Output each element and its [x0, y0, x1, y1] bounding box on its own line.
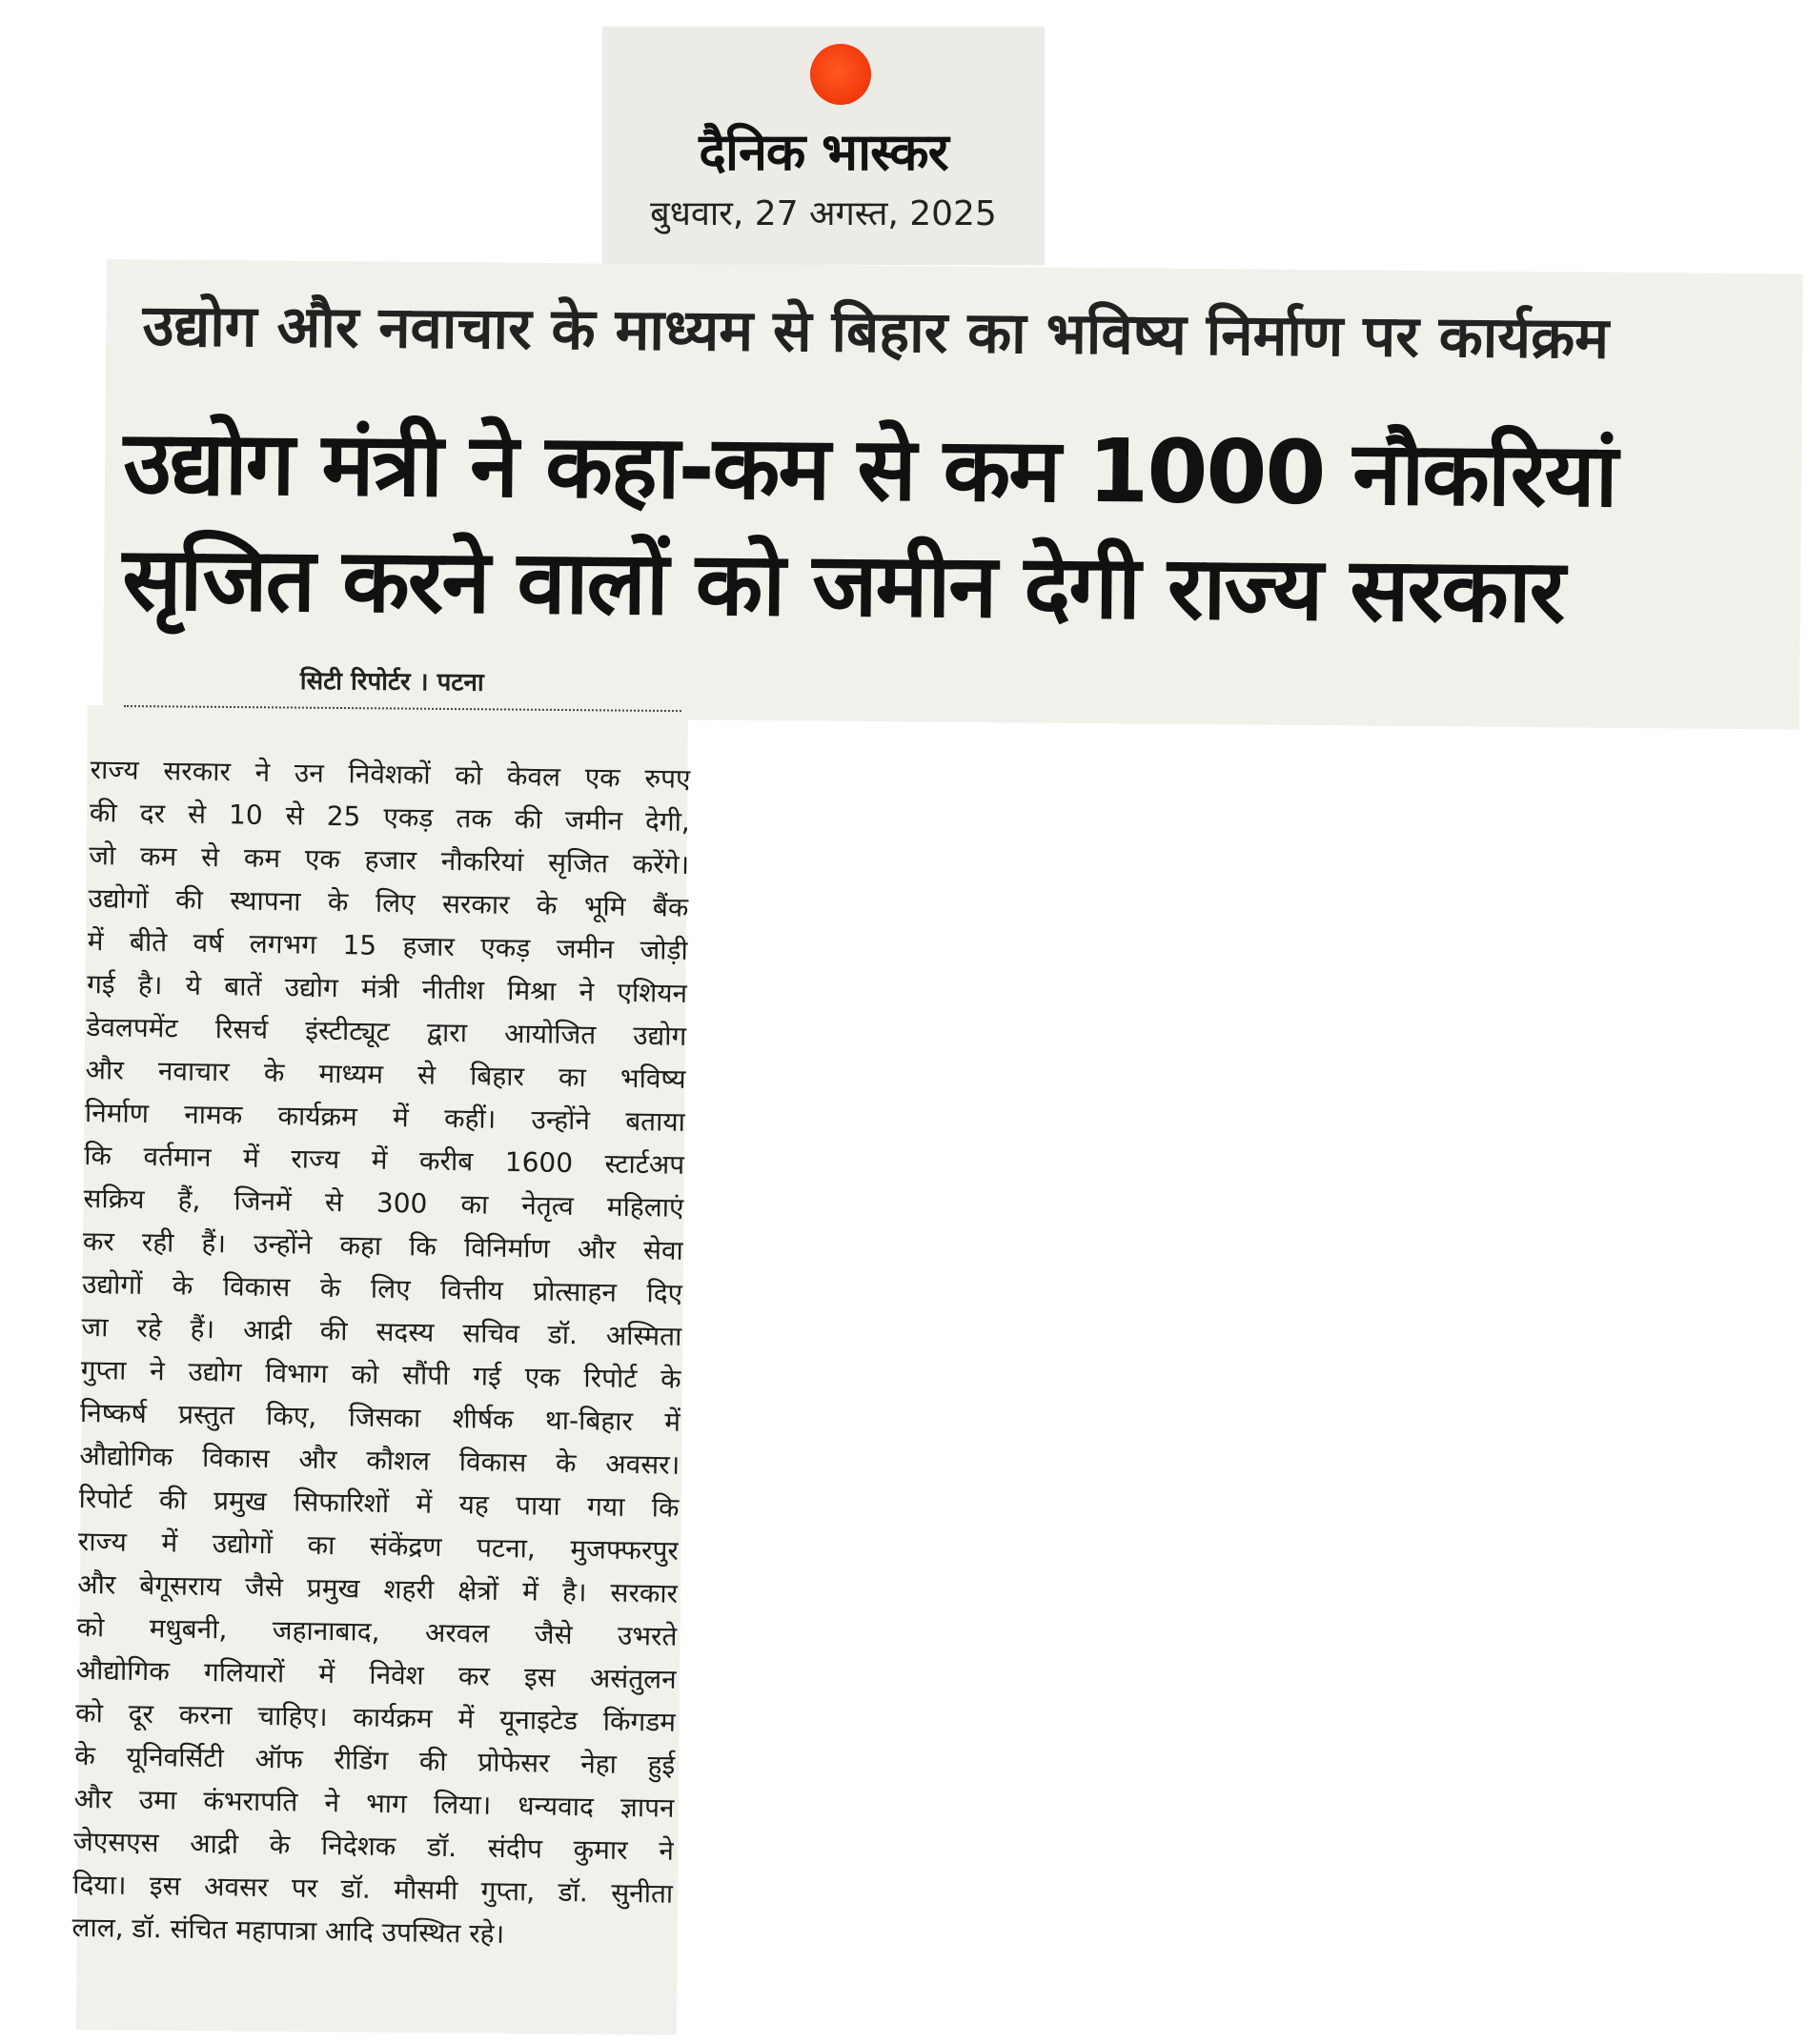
body-line: निर्माण नामक कार्यक्रम में कहीं। उन्होंने बताया [84, 1096, 686, 1138]
body-line: के यूनिवर्सिटी ऑफ रीडिंग की प्रोफेसर नेहा हुई [74, 1739, 676, 1781]
body-line: राज्य में उद्योगों का संकेंद्रण पटना, मुजफ्फरपुर [77, 1525, 680, 1567]
body-line: और बेगूसराय जैसे प्रमुख शहरी क्षेत्रों में है। सरकार [76, 1568, 679, 1609]
body-line: जेएसएस आद्री के निदेशक डॉ. संदीप कुमार ने [72, 1825, 675, 1867]
body-line: कि वर्तमान में राज्य में करीब 1600 स्टार्टअप [84, 1139, 685, 1181]
body-line: गई है। ये बातें उद्योग मंत्री नीतीश मिश्रा ने एशियन [86, 967, 688, 1009]
publication-date: बुधवार, 27 अगस्त, 2025 [650, 194, 997, 233]
article-body [71, 748, 691, 1958]
newspaper-masthead-clipping [602, 27, 1045, 265]
body-line: रिपोर्ट की प्रमुख सिफारिशों में यह पाया गया कि [78, 1482, 680, 1524]
body-line: डेवलपमेंट रिसर्च इंस्टीट्यूट द्वारा आयोजित उद्योग [86, 1010, 687, 1052]
body-line: राज्य सरकार ने उन निवेशकों को केवल एक रुपए [90, 753, 691, 795]
headline-line: उद्योग मंत्री ने कहा-कम से कम 1000 नौकरियां [123, 411, 1617, 527]
body-line: निष्कर्ष प्रस्तुत किए, जिसका शीर्षक था-बिहार में [79, 1396, 681, 1438]
newspaper-name: दैनिक भास्कर [699, 122, 948, 182]
body-line: औद्योगिक विकास और कौशल विकास के अवसर। [79, 1439, 681, 1481]
article-kicker: उद्योग और नवाचार के माध्यम से बिहार का भविष्य निर्माण पर कार्यक्रम [142, 292, 1610, 373]
body-line: कर रही हैं। उन्होंने कहा कि विनिर्माण और सेवा [82, 1224, 684, 1266]
article-headline [122, 405, 1792, 652]
body-line: जा रहे हैं। आद्री की सदस्य सचिव डॉ. अस्मिता [81, 1310, 682, 1352]
body-line: में बीते वर्ष लगभग 15 हजार एकड़ जमीन जोड़ी [87, 924, 689, 966]
headline-line: सृजित करने वालों को जमीन देगी राज्य सरकार [121, 527, 1564, 643]
body-line: की दर से 10 से 25 एकड़ तक की जमीन देगी, [89, 796, 691, 838]
body-line: को मधुबनी, जहानाबाद, अरवल जैसे उभरते [76, 1610, 678, 1652]
body-line: उद्योगों की स्थापना के लिए सरकार के भूमि बैंक [88, 881, 689, 923]
body-line: गुप्ता ने उद्योग विभाग को सौंपी गई एक रिपोर्ट के [80, 1353, 681, 1395]
body-line: और उमा कंभरापति ने भाग लिया। धन्यवाद ज्ञापन [73, 1782, 675, 1824]
body-line: औद्योगिक गलियारों में निवेश कर इस असंतुलन [75, 1653, 677, 1695]
body-line: सक्रिय हैं, जिनमें से 300 का नेतृत्व महिलाएं [83, 1182, 684, 1224]
body-line: जो कम से कम एक हजार नौकरियां सृजित करेंगे। [88, 839, 690, 880]
body-line: लाल, डॉ. संचित महापात्रा आदि उपस्थित रहे। [71, 1911, 505, 1950]
body-line: और नवाचार के माध्यम से बिहार का भविष्य [85, 1053, 686, 1095]
sun-logo-icon [810, 44, 871, 105]
body-line: उद्योगों के विकास के लिए वित्तीय प्रोत्साहन दिए [81, 1267, 683, 1309]
body-line: दिया। इस अवसर पर डॉ. मौसमी गुप्ता, डॉ. सुनीता [72, 1868, 674, 1910]
body-line: को दूर करना चाहिए। कार्यक्रम में यूनाइटेड किंगडम [74, 1696, 677, 1738]
article-byline: सिटी रिपोर्टर । पटना [299, 666, 484, 698]
